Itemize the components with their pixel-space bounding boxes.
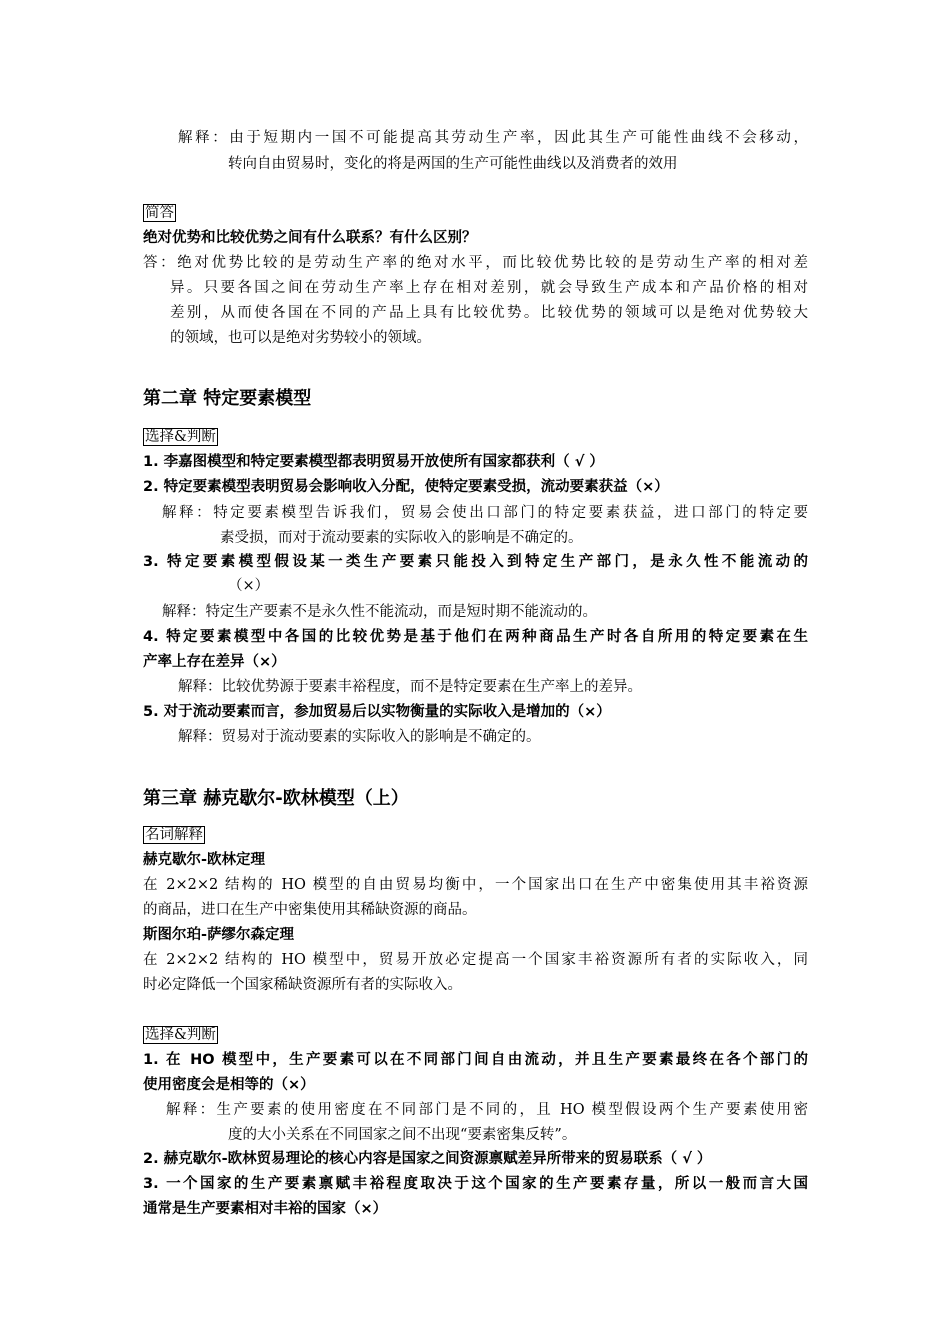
- section-tag-short-answer: 简答: [145, 205, 174, 221]
- question-item: 1. 在 HO 模型中，生产要素可以在不同部门间自由流动，并且生产要素最终在各个部门的: [143, 1052, 808, 1068]
- term-definition-line: 在 2×2×2 结构的 HO 模型中，贸易开放必定提高一个国家丰裕资源所有者的实际收入，同: [143, 952, 808, 968]
- answer-line: 差别，从而使各国在不同的产品上具有比较优势。比较优势的领域可以是绝对优势较大: [170, 305, 808, 321]
- chapter-title: 第二章 特定要素模型: [143, 388, 312, 409]
- term-definition-line: 时必定降低一个国家稀缺资源所有者的实际收入。: [143, 977, 462, 993]
- answer-line: 异。只要各国之间在劳动生产率上存在相对差别，就会导致生产成本和产品价格的相对: [170, 280, 808, 296]
- question-item: 5. 对于流动要素而言，参加贸易后以实物衡量的实际收入是增加的（×）: [143, 704, 611, 720]
- explanation-line: 解释：特定生产要素不是永久性不能流动，而是短时期不能流动的。: [162, 604, 597, 620]
- explanation-line: 解释：由于短期内一国不可能提高其劳动生产率，因此其生产可能性曲线不会移动，: [178, 130, 808, 146]
- answer-line: 答：绝对优势比较的是劳动生产率的绝对水平，而比较优势比较的是劳动生产率的相对差: [143, 255, 808, 271]
- question-item: 2. 特定要素模型表明贸易会影响收入分配，使特定要素受损，流动要素获益（×）: [143, 479, 669, 495]
- explanation-line: 素受损，而对于流动要素的实际收入的影响是不确定的。: [220, 530, 583, 546]
- question-item-continuation: 产率上存在差异（×）: [143, 654, 286, 670]
- section-tag-choice-judgement: 选择&判断: [145, 1027, 216, 1043]
- explanation-line: 解释：生产要素的使用密度在不同部门是不同的，且 HO 模型假设两个生产要素使用密: [166, 1102, 808, 1118]
- question-item: 2. 赫克歇尔-欧林贸易理论的核心内容是国家之间资源禀赋差异所带来的贸易联系（ √ ）: [143, 1151, 712, 1167]
- term-definition-line: 的商品，进口在生产中密集使用其稀缺资源的商品。: [143, 902, 477, 918]
- answer-line: 的领域，也可以是绝对劣势较小的领域。: [170, 330, 431, 346]
- term-name: 赫克歇尔-欧林定理: [143, 852, 266, 868]
- question-item: 3. 特定要素模型假设某一类生产要素只能投入到特定生产部门，是永久性不能流动的: [143, 554, 808, 570]
- question-item: 4. 特定要素模型中各国的比较优势是基于他们在两种商品生产时各自所用的特定要素在生: [143, 629, 808, 645]
- explanation-line: 度的大小关系在不同国家之间不出现“要素密集反转”。: [228, 1127, 577, 1143]
- question-item-continuation: （×）: [228, 578, 270, 594]
- explanation-line: 解释：比较优势源于要素丰裕程度，而不是特定要素在生产率上的差异。: [178, 679, 642, 695]
- question-item: 1. 李嘉图模型和特定要素模型都表明贸易开放使所有国家都获利（ √ ）: [143, 454, 604, 470]
- term-name: 斯图尔珀-萨缪尔森定理: [143, 927, 295, 943]
- question-item: 3. 一个国家的生产要素禀赋丰裕程度取决于这个国家的生产要素存量，所以一般而言大国: [143, 1176, 808, 1192]
- question-item-continuation: 使用密度会是相等的（×）: [143, 1077, 315, 1093]
- section-tag-choice-judgement: 选择&判断: [145, 429, 216, 445]
- question-heading: 绝对优势和比较优势之间有什么联系？有什么区别？: [143, 230, 477, 246]
- explanation-line: 转向自由贸易时，变化的将是两国的生产可能性曲线以及消费者的效用: [228, 156, 678, 172]
- explanation-line: 解释：贸易对于流动要素的实际收入的影响是不确定的。: [178, 729, 541, 745]
- explanation-line: 解释：特定要素模型告诉我们，贸易会使出口部门的特定要素获益，进口部门的特定要: [162, 505, 808, 521]
- chapter-title: 第三章 赫克歇尔-欧林模型（上）: [143, 788, 409, 809]
- section-tag-term-definition: 名词解释: [145, 827, 203, 843]
- question-item-continuation: 通常是生产要素相对丰裕的国家（×）: [143, 1201, 388, 1217]
- term-definition-line: 在 2×2×2 结构的 HO 模型的自由贸易均衡中，一个国家出口在生产中密集使用其丰裕资源: [143, 877, 808, 893]
